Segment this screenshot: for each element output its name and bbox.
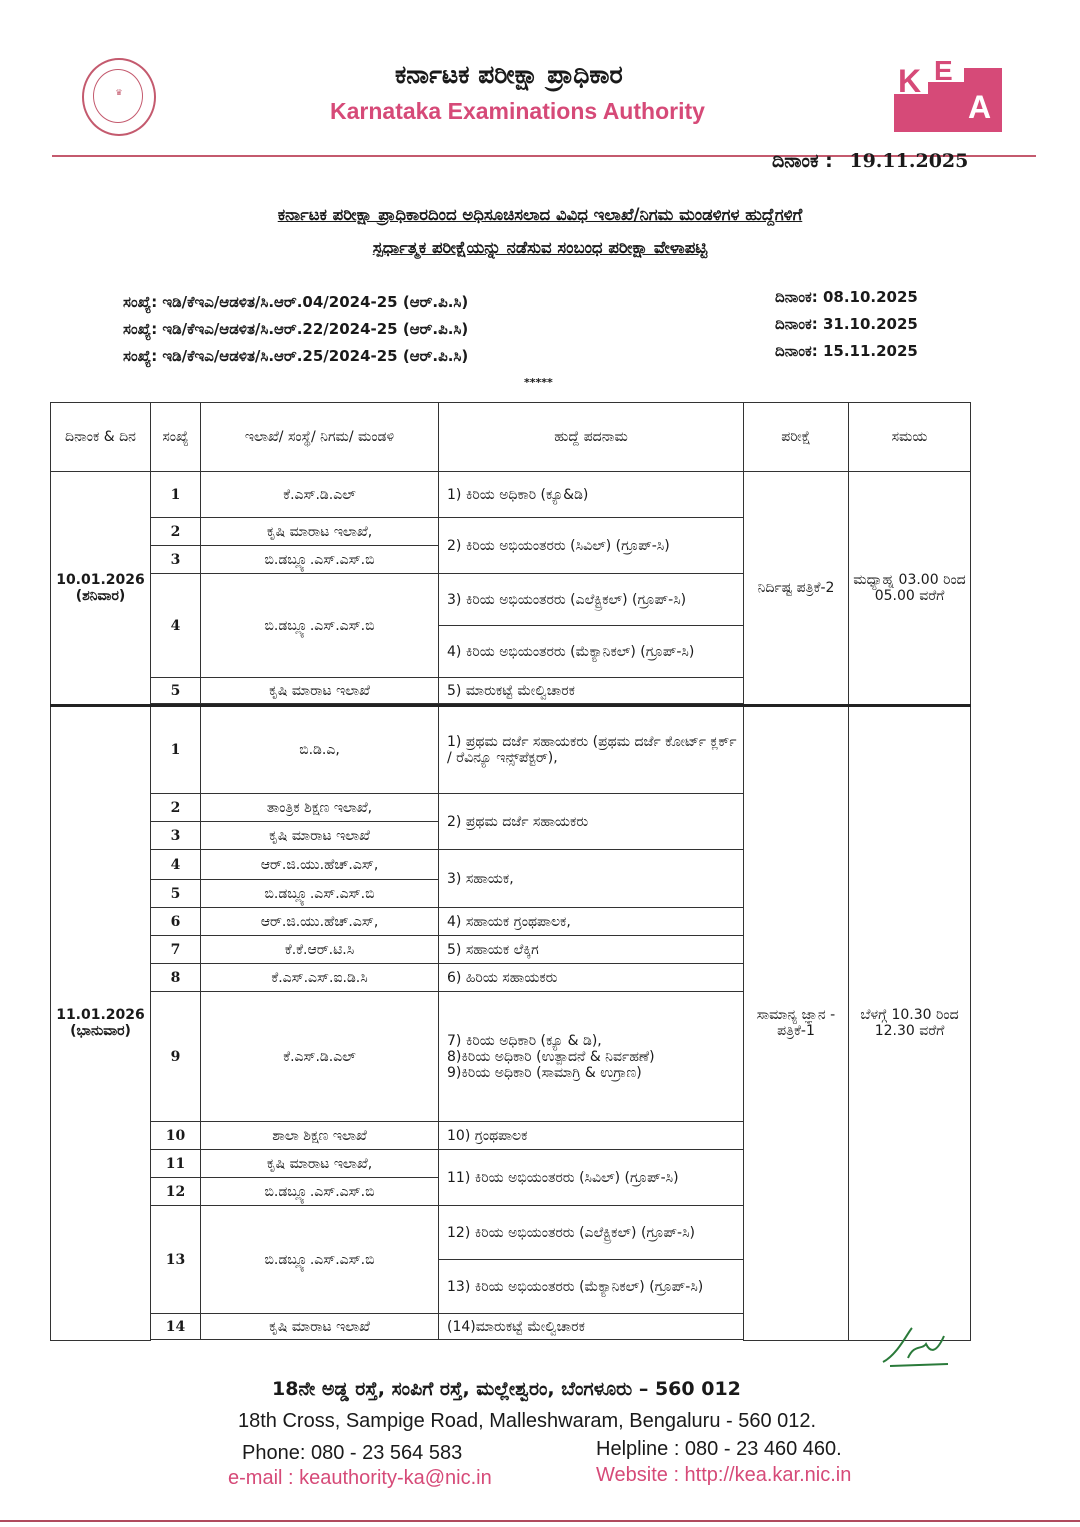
department: ಕೆ.ಎಸ್.ಡಿ.ಎಲ್ [201, 472, 439, 518]
svg-text:A: A [968, 89, 992, 125]
serial-no: 2 [151, 518, 201, 546]
document-title-line2: ಸ್ಪರ್ಧಾತ್ಮಕ ಪರೀಕ್ಷೆಯನ್ನು ನಡೆಸುವ ಸಂಬಂಧ ಪರೀಕ್ಷಾ ವೇಳಾಪಟ್ಟಿ [372, 238, 708, 257]
serial-no: 8 [151, 964, 201, 992]
reference-date: ದಿನಾಂಕ: 15.11.2025 [775, 342, 918, 360]
post-name: 7) ಕಿರಿಯ ಅಧಿಕಾರಿ (ಕ್ಯೂ & ಡಿ), [447, 1032, 602, 1049]
footer-phone: Phone: 080 - 23 564 583 [242, 1442, 463, 1464]
reference-date: ದಿನಾಂಕ: 08.10.2025 [775, 288, 918, 306]
exam-date: 11.01.2026 [56, 1007, 145, 1024]
post-name: 6) ಹಿರಿಯ ಸಹಾಯಕರು [439, 964, 744, 992]
signature-mark [878, 1324, 958, 1372]
serial-no: 2 [151, 794, 201, 822]
post-name: 8)ಕಿರಿಯ ಅಧಿಕಾರಿ (ಉತ್ಪಾದನೆ & ನಿರ್ವಹಣೆ) [447, 1048, 655, 1065]
department: ಆರ್.ಜಿ.ಯು.ಹೆಚ್.ಎಸ್, [201, 850, 439, 880]
post-name: 3) ಕಿರಿಯ ಅಭಿಯಂತರರು (ಎಲೆಕ್ಟ್ರಿಕಲ್) (ಗ್ರೂಪ್-ಸಿ) [439, 574, 744, 626]
serial-no: 10 [151, 1122, 201, 1150]
table-header-row [51, 403, 971, 472]
department: ಬಿ.ಡಬ್ಲ್ಯೂ.ಎಸ್.ಎಸ್.ಬಿ [201, 1178, 439, 1206]
separator-stars: ***** [524, 376, 553, 389]
department: ಕೆ.ಕೆ.ಆರ್.ಟಿ.ಸಿ [201, 936, 439, 964]
exam-schedule-table [50, 402, 971, 1341]
serial-no: 4 [151, 574, 201, 678]
header-exam: ಪರೀಕ್ಷೆ [744, 403, 849, 472]
department: ಬಿ.ಡಬ್ಲ್ಯೂ.ಎಸ್.ಎಸ್.ಬಿ [201, 574, 439, 678]
post-name: 11) ಕಿರಿಯ ಅಭಿಯಂತರರು (ಸಿವಿಲ್) (ಗ್ರೂಪ್-ಸಿ) [439, 1150, 744, 1206]
post-name: 2) ಕಿರಿಯ ಅಭಿಯಂತರರು (ಸಿವಿಲ್) (ಗ್ರೂಪ್-ಸಿ) [439, 518, 744, 574]
post-name-group [439, 992, 744, 1122]
department: ಕೆ.ಎಸ್.ಎಸ್.ಐ.ಡಿ.ಸಿ [201, 964, 439, 992]
header-time: ಸಮಯ [849, 403, 971, 472]
header-title-english: Karnataka Examinations Authority [330, 98, 705, 124]
department: ಕೃಷಿ ಮಾರಾಟ ಇಲಾಖೆ, [201, 518, 439, 546]
serial-no: 3 [151, 546, 201, 574]
exam-paper: ಸಾಮಾನ್ಯ ಜ್ಞಾನ - ಪತ್ರಿಕೆ-1 [744, 706, 849, 1341]
post-name: 1) ಕಿರಿಯ ಅಧಿಕಾರಿ (ಕ್ಯೂ&ಡಿ) [439, 472, 744, 518]
table-row [51, 706, 971, 794]
footer-divider [0, 1520, 1080, 1522]
exam-day: (ಶನಿವಾರ) [75, 588, 126, 604]
svg-text:E: E [934, 55, 953, 86]
post-name: (14)ಮಾರುಕಟ್ಟೆ ಮೇಲ್ವಿಚಾರಕ [439, 1314, 744, 1340]
department: ಬಿ.ಡಬ್ಲ್ಯೂ.ಎಸ್.ಎಸ್.ಬಿ [201, 1206, 439, 1314]
serial-no: 13 [151, 1206, 201, 1314]
serial-no: 5 [151, 880, 201, 908]
reference-number: ಸಂಖ್ಯೆ: ಇಡಿ/ಕೆಇಎ/ಆಡಳಿತ/ಸಿ.ಆರ್.04/2024-25 (ಆರ್.ಪಿ.ಸಿ) [123, 293, 469, 311]
department: ಆರ್.ಜಿ.ಯು.ಹೆಚ್.ಎಸ್, [201, 908, 439, 936]
serial-no: 4 [151, 850, 201, 880]
exam-date: 10.01.2026 [56, 572, 145, 588]
department: ಕೃಷಿ ಮಾರಾಟ ಇಲಾಖೆ [201, 1314, 439, 1340]
serial-no: 1 [151, 472, 201, 518]
kea-logo [894, 54, 1002, 132]
reference-number: ಸಂಖ್ಯೆ: ಇಡಿ/ಕೆಇಎ/ಆಡಳಿತ/ಸಿ.ಆರ್.25/2024-25 (ಆರ್.ಪಿ.ಸಿ) [123, 347, 469, 365]
serial-no: 14 [151, 1314, 201, 1340]
department: ಕೃಷಿ ಮಾರಾಟ ಇಲಾಖೆ [201, 678, 439, 704]
exam-paper: ನಿರ್ದಿಷ್ಟ ಪತ್ರಿಕೆ-2 [744, 472, 849, 706]
department: ಕೃಷಿ ಮಾರಾಟ ಇಲಾಖೆ [201, 822, 439, 850]
serial-no: 6 [151, 908, 201, 936]
post-name: 3) ಸಹಾಯಕ, [439, 850, 744, 908]
header-post-name: ಹುದ್ದೆ ಪದನಾಮ [439, 403, 744, 472]
reference-date: ದಿನಾಂಕ: 31.10.2025 [775, 315, 918, 333]
serial-no: 9 [151, 992, 201, 1122]
reference-number: ಸಂಖ್ಯೆ: ಇಡಿ/ಕೆಇಎ/ಆಡಳಿತ/ಸಿ.ಆರ್.22/2024-25 (ಆರ್.ಪಿ.ಸಿ) [123, 320, 469, 338]
department: ತಾಂತ್ರಿಕ ಶಿಕ್ಷಣ ಇಲಾಖೆ, [201, 794, 439, 822]
post-name: 1) ಪ್ರಥಮ ದರ್ಜೆ ಸಹಾಯಕರು (ಪ್ರಥಮ ದರ್ಜೆ ಕೋರ್ಟ್ ಕ್ಲರ್ಕ್ / ರೆವಿನ್ಯೂ ಇನ್ಸ್‌ಪೆಕ್ಟರ್), [439, 706, 744, 794]
department: ಕೃಷಿ ಮಾರಾಟ ಇಲಾಖೆ, [201, 1150, 439, 1178]
header-date-day: ದಿನಾಂಕ & ದಿನ [51, 403, 151, 472]
post-name: 12) ಕಿರಿಯ ಅಭಿಯಂತರರು (ಎಲೆಕ್ಟ್ರಿಕಲ್) (ಗ್ರೂಪ್-ಸಿ) [439, 1206, 744, 1260]
footer-email[interactable]: e-mail : keauthority-ka@nic.in [228, 1467, 492, 1489]
exam-time: ಬೆಳಗ್ಗೆ 10.30 ರಿಂದ 12.30 ವರೆಗೆ [849, 706, 971, 1341]
footer-address-kannada: 18ನೇ ಅಡ್ಡ ರಸ್ತೆ, ಸಂಪಿಗೆ ರಸ್ತೆ, ಮಲ್ಲೇಶ್ವರಂ, ಬೆಂಗಳೂರು – 560 012 [272, 1378, 741, 1400]
header-serial-no: ಸಂಖ್ಯೆ [151, 403, 201, 472]
department: ಶಾಲಾ ಶಿಕ್ಷಣ ಇಲಾಖೆ [201, 1122, 439, 1150]
date-value: 19.11.2025 [849, 150, 969, 172]
header-title-kannada: ಕರ್ನಾಟಕ ಪರೀಕ್ಷಾ ಪ್ರಾಧಿಕಾರ [395, 60, 623, 89]
post-name: 5) ಸಹಾಯಕ ಲೆಕ್ಕಿಗ [439, 936, 744, 964]
document-date [772, 150, 968, 172]
date-label: ದಿನಾಂಕ : [772, 150, 833, 172]
exam-day: (ಭಾನುವಾರ) [70, 1023, 131, 1040]
serial-no: 7 [151, 936, 201, 964]
post-name: 10) ಗ್ರಂಥಪಾಲಕ [439, 1122, 744, 1150]
serial-no: 3 [151, 822, 201, 850]
department: ಬಿ.ಡಬ್ಲ್ಯೂ.ಎಸ್.ಎಸ್.ಬಿ [201, 546, 439, 574]
footer-helpline: Helpline : 080 - 23 460 460. [596, 1438, 842, 1460]
footer-address-english: 18th Cross, Sampige Road, Malleshwaram, Bengaluru - 560 012. [238, 1410, 817, 1432]
post-name: 13) ಕಿರಿಯ ಅಭಿಯಂತರರು (ಮೆಕ್ಯಾನಿಕಲ್) (ಗ್ರೂಪ್-ಸಿ) [439, 1260, 744, 1314]
serial-no: 1 [151, 706, 201, 794]
header-department: ಇಲಾಖೆ/ ಸಂಸ್ಥೆ/ ನಿಗಮ/ ಮಂಡಳಿ [201, 403, 439, 472]
department: ಬಿ.ಡಬ್ಲ್ಯೂ.ಎಸ್.ಎಸ್.ಬಿ [201, 880, 439, 908]
exam-time: ಮಧ್ಯಾಹ್ನ 03.00 ರಿಂದ 05.00 ವರೆಗೆ [849, 472, 971, 706]
kea-seal-emblem: ♛ [82, 58, 156, 136]
exam-date-cell [51, 706, 151, 1341]
serial-no: 11 [151, 1150, 201, 1178]
serial-no: 5 [151, 678, 201, 704]
post-name: 5) ಮಾರುಕಟ್ಟೆ ಮೇಲ್ವಿಚಾರಕ [439, 678, 744, 704]
department: ಕೆ.ಎಸ್.ಡಿ.ಎಲ್ [201, 992, 439, 1122]
footer-website[interactable]: Website : http://kea.kar.nic.in [596, 1464, 852, 1486]
serial-no: 12 [151, 1178, 201, 1206]
post-name: 2) ಪ್ರಥಮ ದರ್ಜೆ ಸಹಾಯಕರು [439, 794, 744, 850]
post-name: 9)ಕಿರಿಯ ಅಧಿಕಾರಿ (ಸಾಮಾಗ್ರಿ & ಉಗ್ರಾಣ) [447, 1064, 642, 1081]
post-name: 4) ಕಿರಿಯ ಅಭಿಯಂತರರು (ಮೆಕ್ಯಾನಿಕಲ್) (ಗ್ರೂಪ್-ಸಿ) [439, 626, 744, 678]
svg-text:K: K [898, 63, 922, 99]
document-title-line1: ಕರ್ನಾಟಕ ಪರೀಕ್ಷಾ ಪ್ರಾಧಿಕಾರದಿಂದ ಅಧಿಸೂಚಿಸಲಾದ ವಿವಿಧ ಇಲಾಖೆ/ನಿಗಮ ಮಂಡಳಿಗಳ ಹುದ್ದೆಗಳಿಗೆ [277, 205, 803, 224]
department: ಬಿ.ಡಿ.ಎ, [201, 706, 439, 794]
post-name: 4) ಸಹಾಯಕ ಗ್ರಂಥಪಾಲಕ, [439, 908, 744, 936]
table-row [51, 472, 971, 518]
exam-date-cell [51, 472, 151, 706]
